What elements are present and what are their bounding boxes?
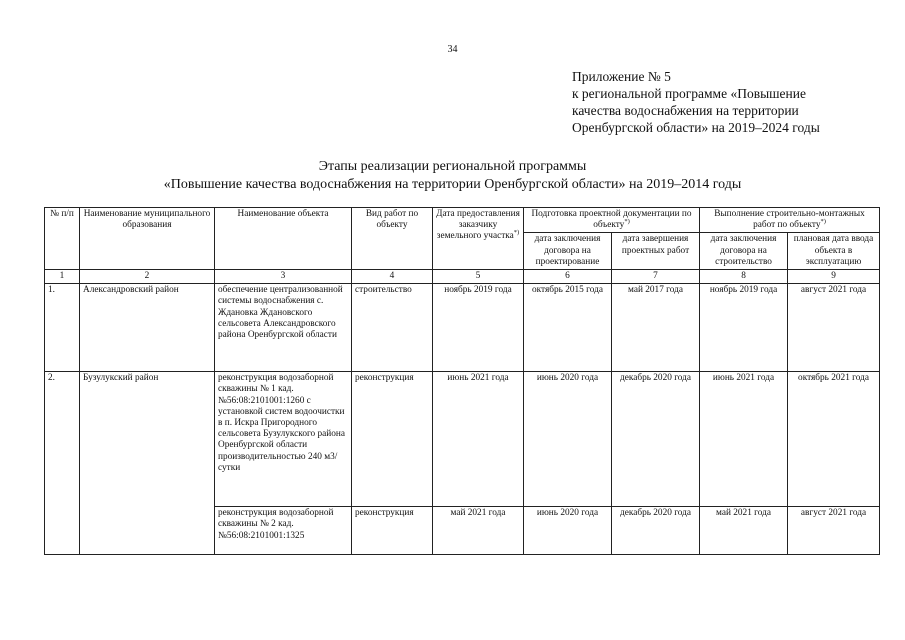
row-work-type: строительство xyxy=(352,284,433,372)
row-work-type: реконструкция xyxy=(352,507,433,555)
stages-table xyxy=(44,207,880,555)
row-land-date: май 2021 года xyxy=(433,507,524,555)
footnote-mark: *) xyxy=(513,229,520,237)
row-object: реконструкция водозаборной скважины № 2 кад.№56:08:2101001:1325 xyxy=(215,507,352,555)
column-number: 5 xyxy=(433,270,524,284)
footnote-mark: *) xyxy=(820,218,826,226)
header-row-top xyxy=(45,208,880,233)
row-design-contract: июнь 2020 года xyxy=(524,372,612,507)
row-construction-contract: ноябрь 2019 года xyxy=(700,284,788,372)
row-num: 1. xyxy=(45,284,80,372)
row-design-contract: октябрь 2015 года xyxy=(524,284,612,372)
row-municipality: Бузулукский район xyxy=(80,372,215,555)
row-num: 2. xyxy=(45,372,80,555)
page-number: 34 xyxy=(447,44,458,55)
row-land-date: июнь 2021 года xyxy=(433,372,524,507)
title-line-2: «Повышение качества водоснабжения на территории Оренбургской области» на 2019–2014 годы xyxy=(163,177,742,192)
row-object: обеспечение централизованной системы водоснабжения с. Ждановка Ждановского сельсовета Александровского района Оренбургской области xyxy=(215,284,352,372)
row-design-complete: май 2017 года xyxy=(612,284,700,372)
appendix-line-3: качества водоснабжения на территории xyxy=(572,103,799,118)
header-commissioning: плановая дата ввода объекта в эксплуатацию xyxy=(788,233,880,270)
column-number: 3 xyxy=(215,270,352,284)
header-design-contract: дата заключения договора на проектирование xyxy=(524,233,612,270)
appendix-note xyxy=(572,68,820,136)
header-object: Наименование объекта xyxy=(215,208,352,270)
header-design-group-text: Подготовка проектной документации по объекту xyxy=(531,209,692,231)
column-number: 4 xyxy=(352,270,433,284)
column-number: 1 xyxy=(45,270,80,284)
column-number: 6 xyxy=(524,270,612,284)
appendix-line-4: Оренбургской области» на 2019–2024 годы xyxy=(572,120,820,135)
header-construction-group xyxy=(700,208,880,233)
title-line-1: Этапы реализации региональной программы xyxy=(318,159,587,174)
row-object: реконструкция водозаборной скважины № 1 кад.№56:08:2101001:1260 с установкой систем водоочистки в п. Искра Пригородного сельсовета Бузулукского района Оренбургской области производительностью 240 м3/сутки xyxy=(215,372,352,507)
header-work-type: Вид работ по объекту xyxy=(352,208,433,270)
header-construction-group-text: Выполнение строительно-монтажных работ по объекту xyxy=(714,209,865,231)
column-number: 2 xyxy=(80,270,215,284)
table-row xyxy=(45,284,880,372)
row-construction-contract: май 2021 года xyxy=(700,507,788,555)
column-number-row xyxy=(45,270,880,284)
row-design-contract: июнь 2020 года xyxy=(524,507,612,555)
header-num: № п/п xyxy=(45,208,80,270)
header-design-complete: дата завершения проектных работ xyxy=(612,233,700,270)
row-commissioning: август 2021 года xyxy=(788,507,880,555)
row-design-complete: декабрь 2020 года xyxy=(612,507,700,555)
row-municipality: Александровский район xyxy=(80,284,215,372)
header-land-date xyxy=(433,208,524,270)
header-construction-contract: дата заключения договора на строительство xyxy=(700,233,788,270)
document-title xyxy=(0,158,905,194)
column-number: 7 xyxy=(612,270,700,284)
table-row xyxy=(45,372,880,507)
row-commissioning: октябрь 2021 года xyxy=(788,372,880,507)
header-land-date-text: Дата предоставления заказчику земельного участка xyxy=(436,209,520,242)
header-design-group xyxy=(524,208,700,233)
footnote-mark: *) xyxy=(624,218,630,226)
row-design-complete: декабрь 2020 года xyxy=(612,372,700,507)
row-construction-contract: июнь 2021 года xyxy=(700,372,788,507)
row-land-date: ноябрь 2019 года xyxy=(433,284,524,372)
column-number: 8 xyxy=(700,270,788,284)
row-work-type: реконструкция xyxy=(352,372,433,507)
appendix-line-2: к региональной программе «Повышение xyxy=(572,86,806,101)
appendix-line-1: Приложение № 5 xyxy=(572,69,671,84)
header-municipality: Наименование муниципального образования xyxy=(80,208,215,270)
column-number: 9 xyxy=(788,270,880,284)
row-commissioning: август 2021 года xyxy=(788,284,880,372)
